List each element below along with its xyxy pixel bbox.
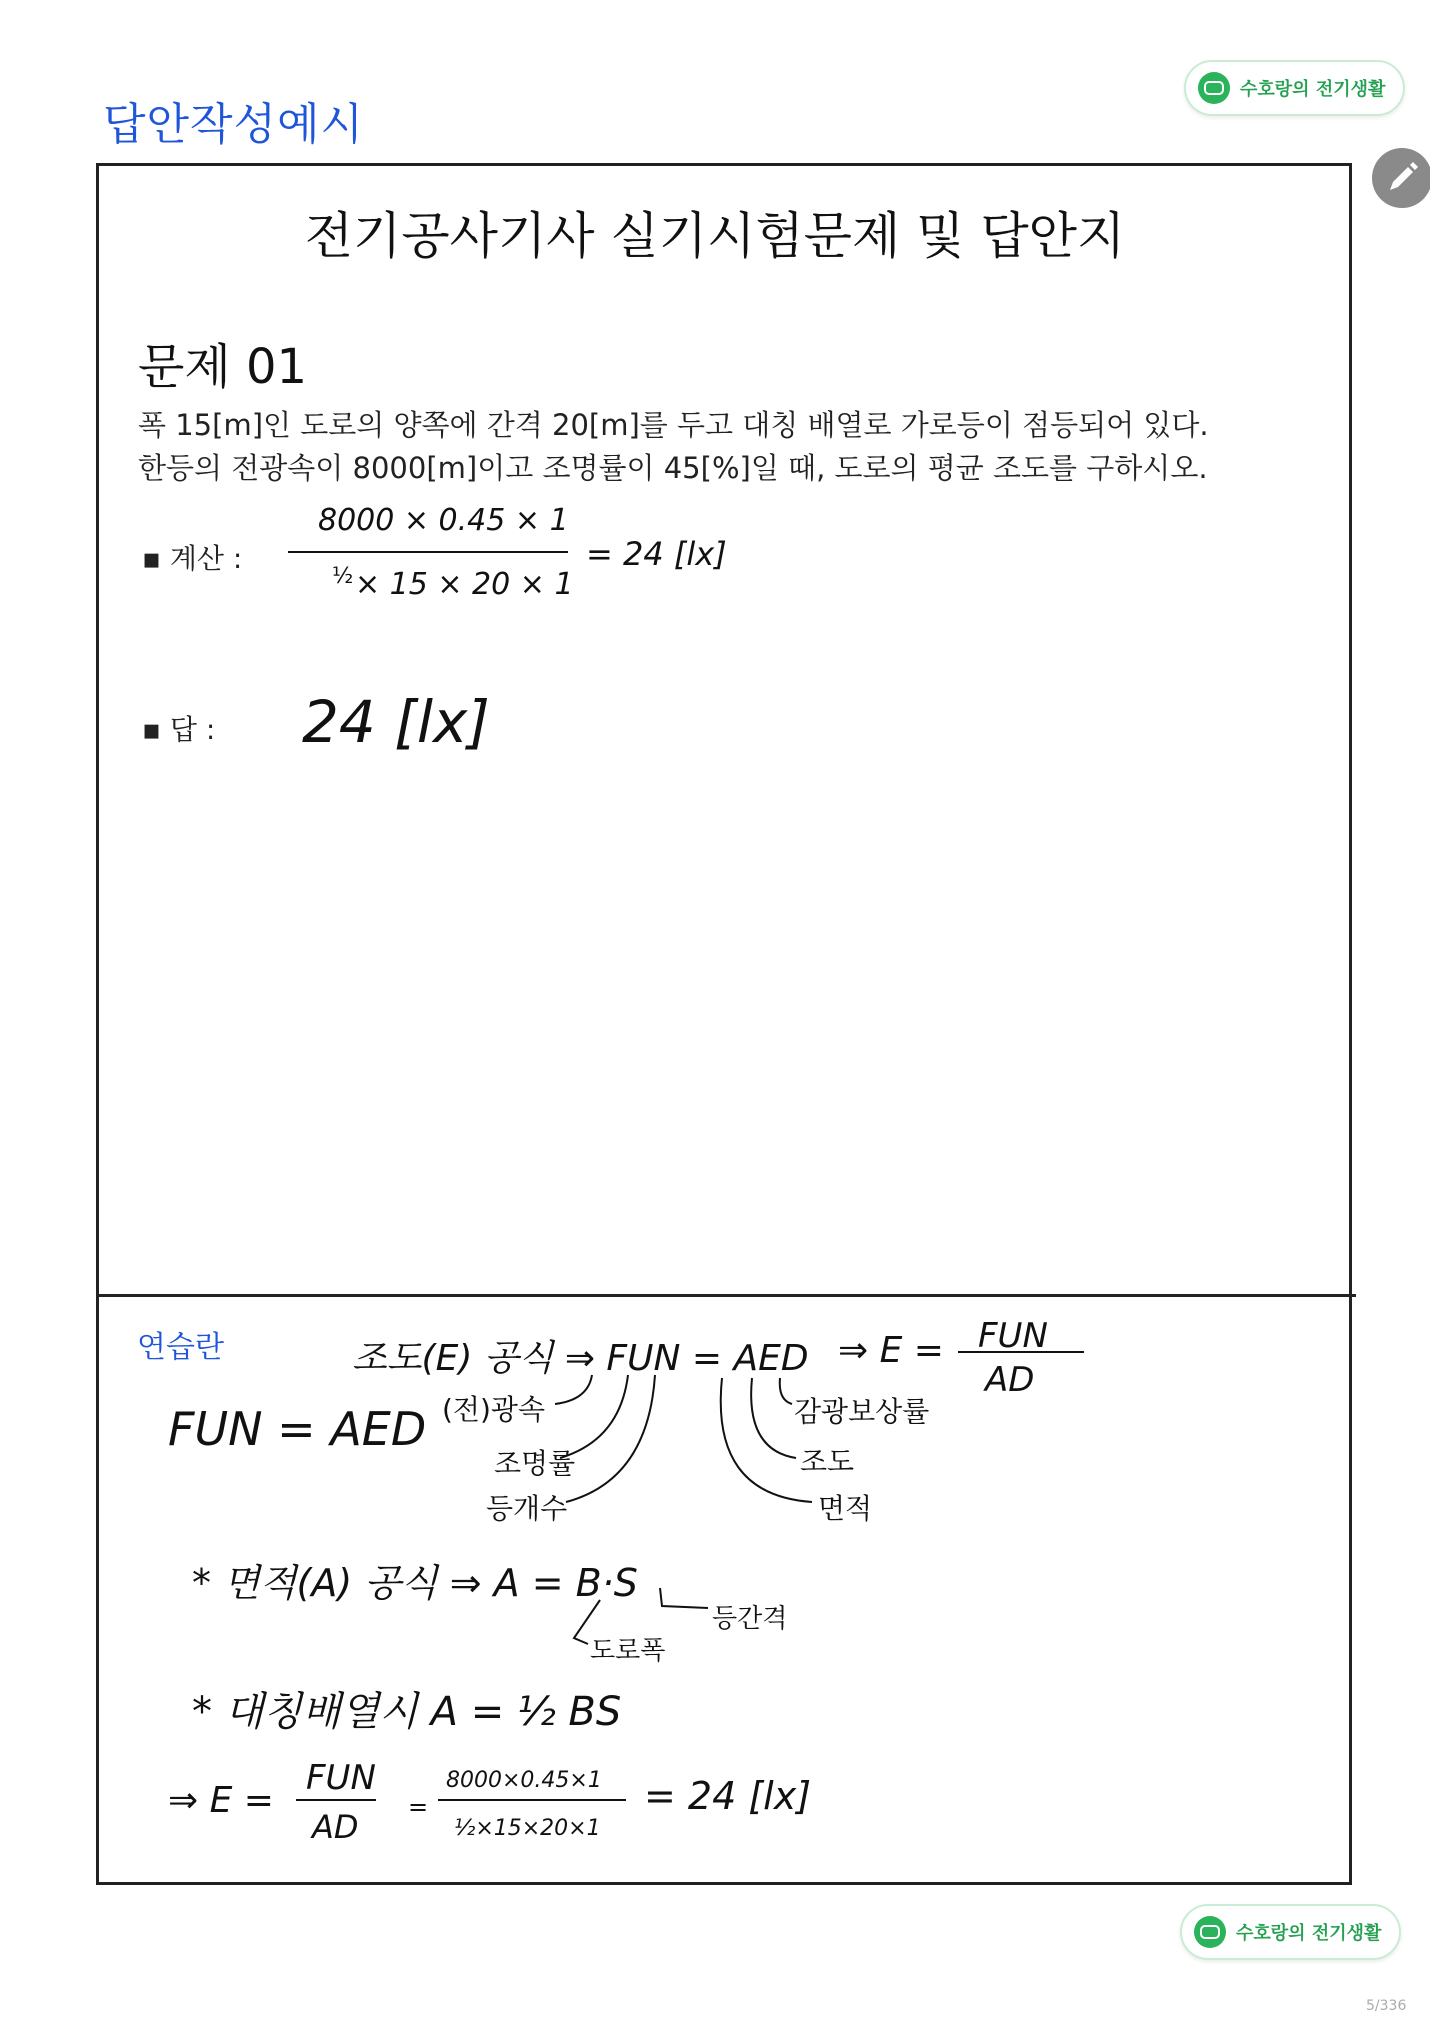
connector-illum	[751, 1378, 796, 1458]
term-area: 면적	[818, 1492, 873, 1525]
final-result: = 24 [lx]	[644, 1774, 812, 1818]
term-illuminance: 조도	[800, 1445, 855, 1478]
fun-aed: FUN = AED	[168, 1402, 427, 1456]
calc-label: ▪ 계산 :	[142, 542, 243, 575]
connector-count	[566, 1375, 655, 1502]
channel-badge-bottom[interactable]	[1180, 1904, 1401, 1960]
symmetric-formula: * 대칭배열시 A = ½ BS	[192, 1689, 622, 1735]
connector-spacing	[660, 1588, 708, 1608]
connector-area	[721, 1378, 812, 1502]
question-line: 폭 15[m]인 도로의 양쪽에 간격 20[m]를 두고 대칭 배열로 가로등이 점등되어 있다.	[138, 408, 1209, 442]
formula-arrow: ⇒ E =	[838, 1330, 944, 1371]
answer-value: 24 [lx]	[302, 688, 490, 756]
illuminance-formula: 조도(E) 공식 ⇒ FUN = AED	[352, 1338, 809, 1379]
question-line: 한등의 전광속이 8000[m]이고 조명률이 45[%]일 때, 도로의 평균 조도를 구하시오.	[138, 451, 1208, 485]
term-road-width: 도로폭	[590, 1636, 666, 1666]
connector-maint	[780, 1378, 792, 1404]
page-indicator: 5/336	[1366, 1998, 1407, 2014]
fraction-bottom: AD	[985, 1360, 1035, 1400]
practice-label: 연습란	[137, 1330, 224, 1365]
answer-label: ▪ 답 :	[142, 713, 216, 746]
connector-flux	[555, 1375, 592, 1404]
half-symbol: ½	[332, 564, 354, 589]
channel-badge-text: 수호랑의 전기생활	[1240, 79, 1386, 100]
term-luminous-flux: (전)광속	[442, 1393, 545, 1426]
final-fraction-bottom: AD	[312, 1808, 359, 1846]
sheet-title: 전기공사기사 실기시험문제 및 답안지	[304, 207, 1126, 265]
term-maintenance-factor: 감광보상률	[794, 1395, 930, 1428]
final-fraction-top: FUN	[306, 1758, 376, 1798]
term-spacing: 등간격	[712, 1604, 788, 1634]
chat-icon	[1194, 1916, 1226, 1948]
final-equals: =	[408, 1793, 429, 1821]
calc-denominator: × 15 × 20 × 1	[355, 567, 574, 602]
term-utilization: 조명률	[494, 1447, 576, 1480]
calc-result: = 24 [lx]	[586, 535, 727, 573]
calc-numerator: 8000 × 0.45 × 1	[318, 503, 569, 538]
final-prefix: ⇒ E =	[168, 1780, 274, 1821]
connector-util	[560, 1375, 628, 1458]
question-label: 문제 01	[138, 339, 308, 395]
fraction-top: FUN	[978, 1316, 1048, 1356]
channel-badge-text: 수호랑의 전기생활	[1236, 1923, 1382, 1944]
term-lamp-count: 등개수	[486, 1492, 568, 1525]
area-formula: * 면적(A) 공식 ⇒ A = B·S	[192, 1561, 638, 1605]
page-heading: 답안작성예시	[103, 99, 365, 150]
final-denominator: ½×15×20×1	[454, 1816, 601, 1841]
connector-width	[574, 1600, 600, 1644]
final-numerator: 8000×0.45×1	[446, 1768, 602, 1793]
